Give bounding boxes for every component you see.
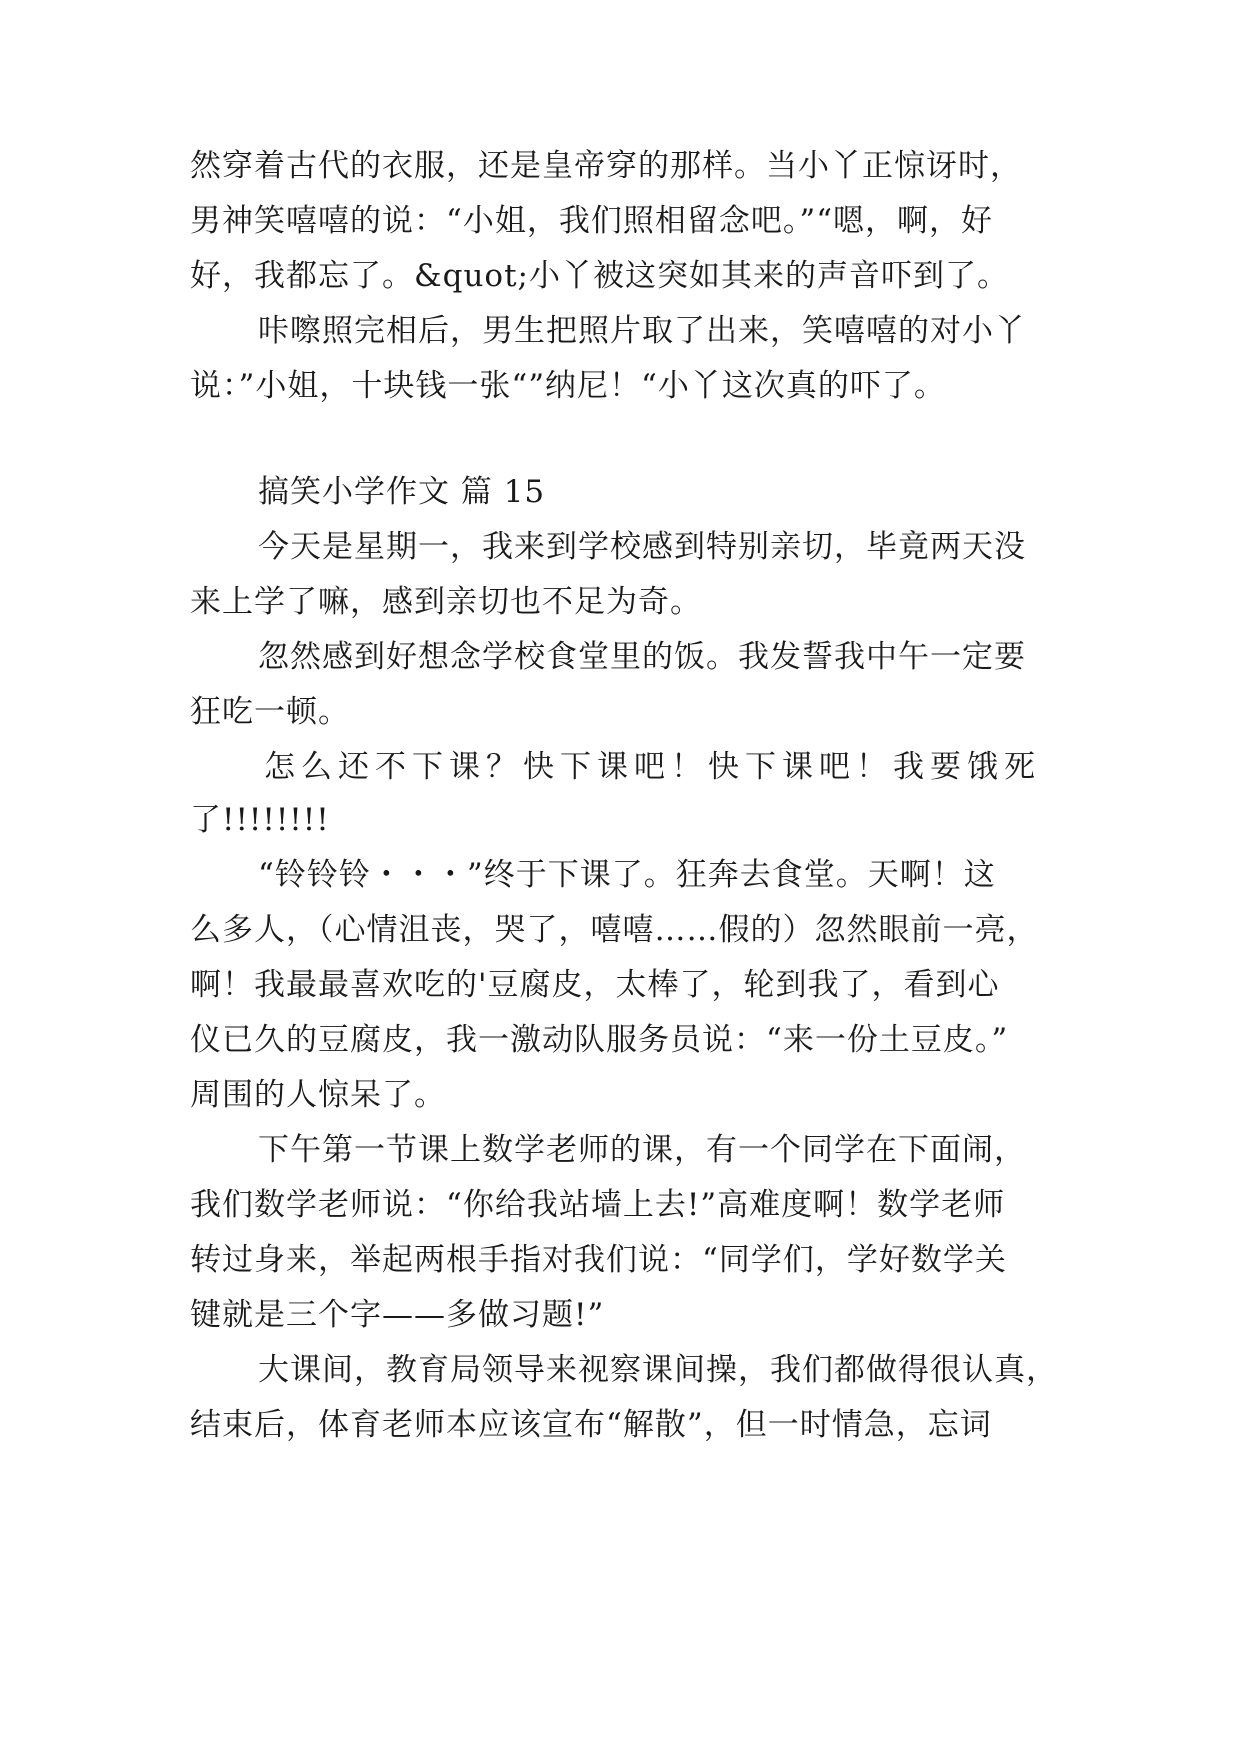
text-line: 忽然感到好想念学校食堂里的饭。我发誓我中午一定要 <box>258 639 1026 675</box>
text-line: 说：”小姐，十块钱一张“”纳尼！“小丫这次真的吓了。 <box>190 368 946 404</box>
text-line: 键就是三个字——多做习题!” <box>190 1297 605 1333</box>
text-line: 男神笑嘻嘻的说：“小姐，我们照相留念吧。”“嗯，啊，好 <box>190 203 994 239</box>
text-line: 狂吃一顿。 <box>190 694 350 730</box>
text-line: “铃铃铃・・・”终于下课了。狂奔去食堂。天啊！这 <box>258 857 996 893</box>
text-line: 仪已久的豆腐皮，我一激动队服务员说：“来一份土豆皮。” <box>190 1022 1009 1058</box>
text-line: 了!!!!!!!! <box>190 802 330 838</box>
text-line: 今天是星期一，我来到学校感到特别亲切，毕竟两天没 <box>258 529 1026 565</box>
text-line: 然穿着古代的衣服，还是皇帝穿的那样。当小丫正惊讶时， <box>190 148 1022 184</box>
text-line: 怎么还不下课？快下课吧！快下课吧！我要饿死 <box>264 749 1041 785</box>
text-line: 啊！我最最喜欢吃的'豆腐皮，太棒了，轮到我了，看到心 <box>190 967 1000 1003</box>
text-line: 我们数学老师说：“你给我站墙上去!”高难度啊！数学老师 <box>190 1187 1006 1223</box>
text-line: 周围的人惊呆了。 <box>190 1077 446 1113</box>
text-line: 咔嚓照完相后，男生把照片取了出来，笑嘻嘻的对小丫 <box>258 313 1026 349</box>
text-line: 么多人，（心情沮丧，哭了，嘻嘻……假的）忽然眼前一亮， <box>190 912 1039 948</box>
section-heading: 搞笑小学作文 篇 15 <box>258 474 546 510</box>
text-line: 转过身来，举起两根手指对我们说：“同学们，学好数学关 <box>190 1242 1007 1278</box>
text-line: 下午第一节课上数学老师的课，有一个同学在下面闹， <box>258 1132 1026 1168</box>
text-line: 来上学了嘛，感到亲切也不足为奇。 <box>190 584 702 620</box>
text-line: 结束后，体育老师本应该宣布“解散”，但一时情急，忘词 <box>190 1407 992 1443</box>
text-line: 好，我都忘了。&quot;小丫被这突如其来的声音吓到了。 <box>190 258 1009 294</box>
text-line: 大课间，教育局领导来视察课间操，我们都做得很认真， <box>258 1352 1058 1388</box>
